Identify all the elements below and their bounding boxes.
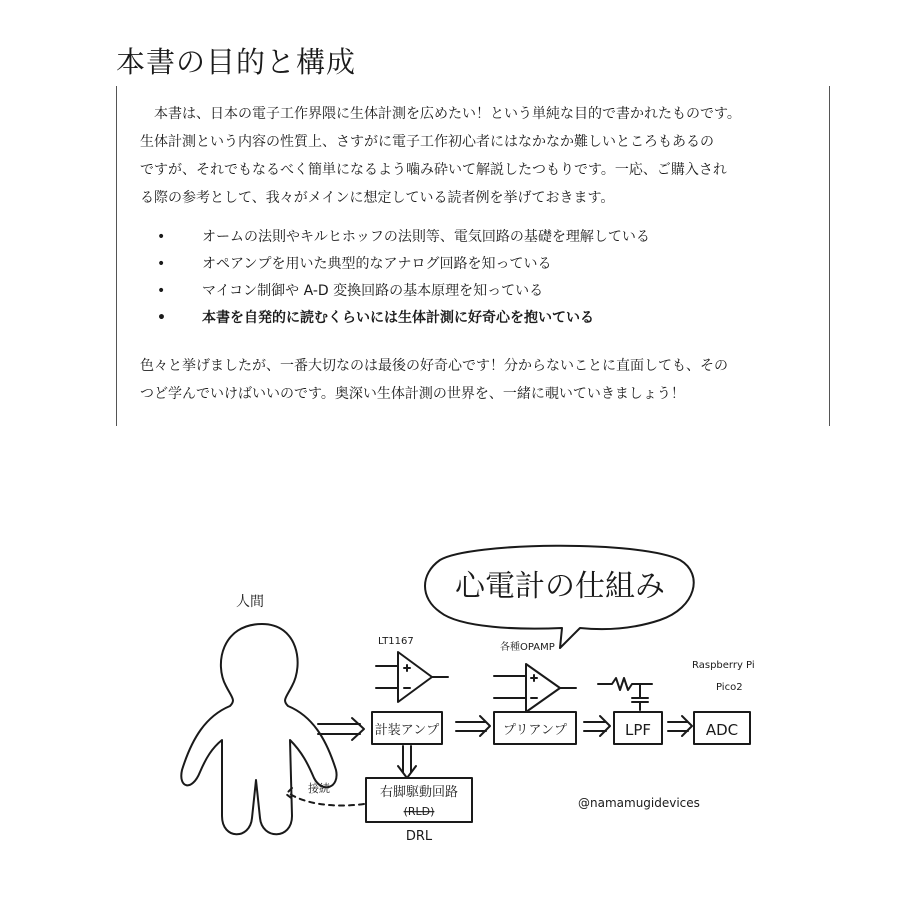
lpf-box-label: LPF	[624, 721, 652, 739]
human-label: 人間	[236, 594, 264, 610]
drl-box-label: 右脚駆動回路	[379, 785, 459, 800]
bubble-title: 心電計の仕組み	[455, 569, 665, 604]
mcu-label-2: Pico2	[716, 682, 743, 693]
bullet-marker: •	[157, 283, 166, 299]
page-title: 本書の目的と構成	[116, 45, 357, 79]
reader-list-text: オペアンプを用いた典型的なアナログ回路を知っている	[202, 256, 552, 272]
drl-abbrev: DRL	[405, 829, 433, 844]
chip-label: LT1167	[378, 636, 414, 647]
inamp-symbol	[376, 652, 448, 702]
arrow-double	[456, 716, 490, 736]
feedback-label: 接続	[308, 782, 330, 795]
arrow-double	[668, 716, 692, 736]
credit-handle: @namamugidevices	[578, 796, 700, 810]
arrow-double	[584, 716, 610, 736]
bullet-marker: •	[157, 229, 166, 245]
arrow-down	[398, 746, 416, 778]
closing-line: 色々と挙げましたが、一番大切なのは最後の好奇心です！分からないことに直面しても、その	[140, 358, 728, 374]
reader-list-text: オームの法則やキルヒホッフの法則等、電気回路の基礎を理解している	[202, 229, 650, 245]
opamp-label: 各種OPAMP	[500, 642, 555, 653]
reader-list-text: 本書を自発的に読むくらいには生体計測に好奇心を抱いている	[202, 310, 594, 326]
drl-strike-label: (RLD)	[403, 805, 435, 818]
lpf-symbol	[598, 678, 652, 710]
closing-line: つど学んでいけばいいのです。奥深い生体計測の世界を、一緒に覗いていきましょう！	[140, 386, 685, 402]
arrow-double	[318, 718, 364, 740]
opamp-symbol	[494, 664, 576, 712]
mcu-label: Raspberry Pi	[692, 660, 755, 671]
inamp-box-label: 計装アンプ	[374, 723, 440, 738]
intro-line: る際の参考として、我々がメインに想定している読者例を挙げておきます。	[140, 190, 615, 206]
reader-list-text: マイコン制御や A-D 変換回路の基本原理を知っている	[202, 283, 544, 299]
adc-box-label: ADC	[705, 721, 739, 739]
intro-line: ですが、それでもなるべく簡単になるよう噛み砕いて解説したつもりです。一応、ご購入され	[140, 162, 727, 178]
intro-line: 本書は、日本の電子工作界隈に生体計測を広めたい！という単純な目的で書かれたものです。	[140, 106, 741, 122]
preamp-box-label: プリアンプ	[503, 723, 567, 738]
bullet-marker: •	[157, 310, 166, 326]
intro-line: 生体計測という内容の性質上、さすがに電子工作初心者にはなかなか難しいところもあるの	[140, 134, 714, 150]
bullet-marker: •	[157, 256, 166, 272]
